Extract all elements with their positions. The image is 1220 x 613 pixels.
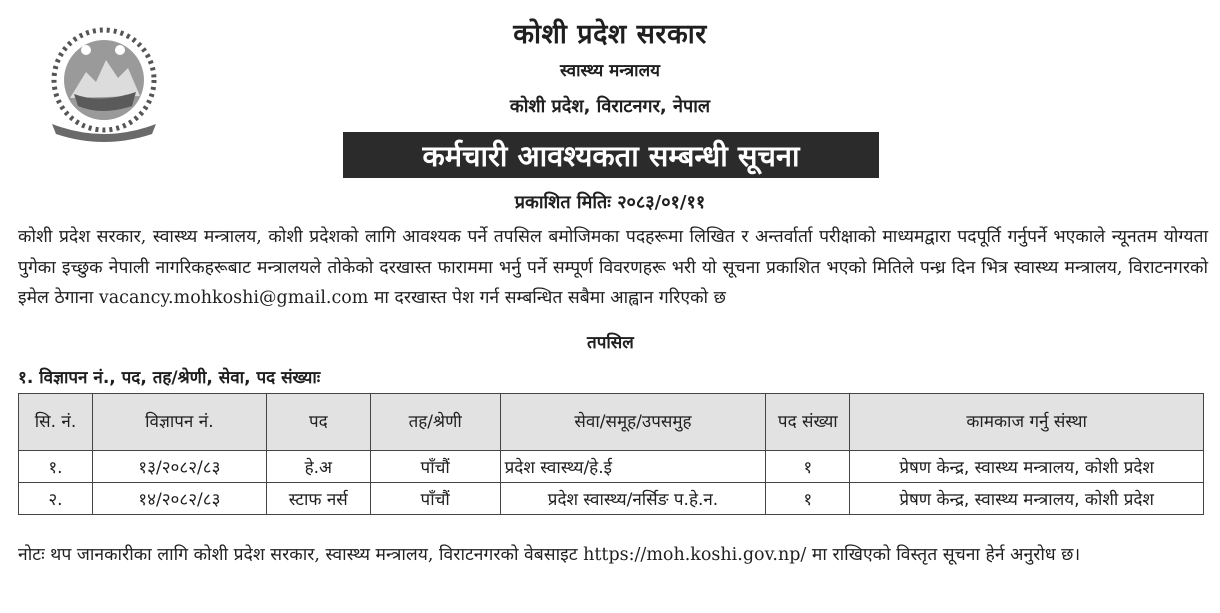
footer-note: नोटः थप जानकारीका लागि कोशी प्रदेश सरकार, स्वास्थ्य मन्त्रालय, विराटनगरको वेबसाइट https://moh.koshi.gov.np/ मा राखिएको विस्तृत सूचना हेर्न अनुरोध छ। <box>18 545 1081 565</box>
cell-level: पाँचौं <box>370 483 500 515</box>
header-service: सेवा/समूह/उपसमुह <box>500 394 766 451</box>
header-post-count: पद संख्या <box>766 394 850 451</box>
cell-post: स्टाफ नर्स <box>266 483 370 515</box>
table-row <box>19 483 1204 515</box>
header-ad-number: विज्ञापन नं. <box>92 394 266 451</box>
table-header-row <box>19 394 1204 451</box>
header-post: पद <box>266 394 370 451</box>
cell-ad-number: १३/२०८२/८३ <box>92 451 266 483</box>
cell-post-count: १ <box>766 483 850 515</box>
notice-banner <box>343 132 879 178</box>
header-level: तह/श्रेणी <box>370 394 500 451</box>
header-serial: सि. नं. <box>19 394 93 451</box>
page-title: कोशी प्रदेश सरकार <box>513 19 707 50</box>
publish-date <box>0 190 1220 214</box>
office-address: कोशी प्रदेश, विराटनगर, नेपाल <box>509 96 711 117</box>
notice-body: कोशी प्रदेश सरकार, स्वास्थ्य मन्त्रालय, कोशी प्रदेशको लागि आवश्यक पर्ने तपसिल बमोजिमका पदहरूमा लिखित र अन्तर्वार्ता परीक्षाको माध्यमद्वारा पदपूर्ति गर्नुपर्ने भएकाले न्यूनतम योग्यता पुगेका इच्छुक नेपाली नागरिकहरूबाट मन्त्रालयले तोकेको दरखास्त फाराममा भर्नु पर्ने सम्पूर्ण विवरणहरू भरी यो सूचना प्रकाशित भएको मितिले पन्ध्र दिन भित्र स्वास्थ्य मन्त्रालय, विराटनगरको इमेल ठेगाना vacancy.mohkoshi@gmail.com मा दरखास्त पेश गर्न सम्बन्धित सबैमा आह्वान गरिएको छ <box>18 227 1208 308</box>
cell-serial: २. <box>19 483 93 515</box>
table-row <box>19 451 1204 483</box>
cell-service: प्रदेश स्वास्थ्य/हे.ई <box>500 451 766 483</box>
notice-banner-text: कर्मचारी आवश्यकता सम्बन्धी सूचना <box>422 138 800 173</box>
cell-office: प्रेषण केन्द्र, स्वास्थ्य मन्त्रालय, कोशी प्रदेश <box>850 483 1204 515</box>
vacancy-table <box>18 393 1204 515</box>
section-heading: १. विज्ञापन नं., पद, तह/श्रेणी, सेवा, पद संख्याः <box>18 368 321 388</box>
cell-level: पाँचौं <box>370 451 500 483</box>
cell-ad-number: १४/२०८२/८३ <box>92 483 266 515</box>
ministry-name: स्वास्थ्य मन्त्रालय <box>560 61 660 81</box>
cell-post-count: १ <box>766 451 850 483</box>
publish-date-value: २०८३/०१/११ <box>617 192 706 213</box>
cell-serial: १. <box>19 451 93 483</box>
cell-office: प्रेषण केन्द्र, स्वास्थ्य मन्त्रालय, कोशी प्रदेश <box>850 451 1204 483</box>
tapsil-heading: तपसिल <box>587 333 634 353</box>
header-office: कामकाज गर्नु संस्था <box>850 394 1204 451</box>
publish-date-label: प्रकाशित मितिः <box>514 192 611 213</box>
cell-service: प्रदेश स्वास्थ्य/नर्सिङ प.हे.न. <box>500 483 766 515</box>
cell-post: हे.अ <box>266 451 370 483</box>
